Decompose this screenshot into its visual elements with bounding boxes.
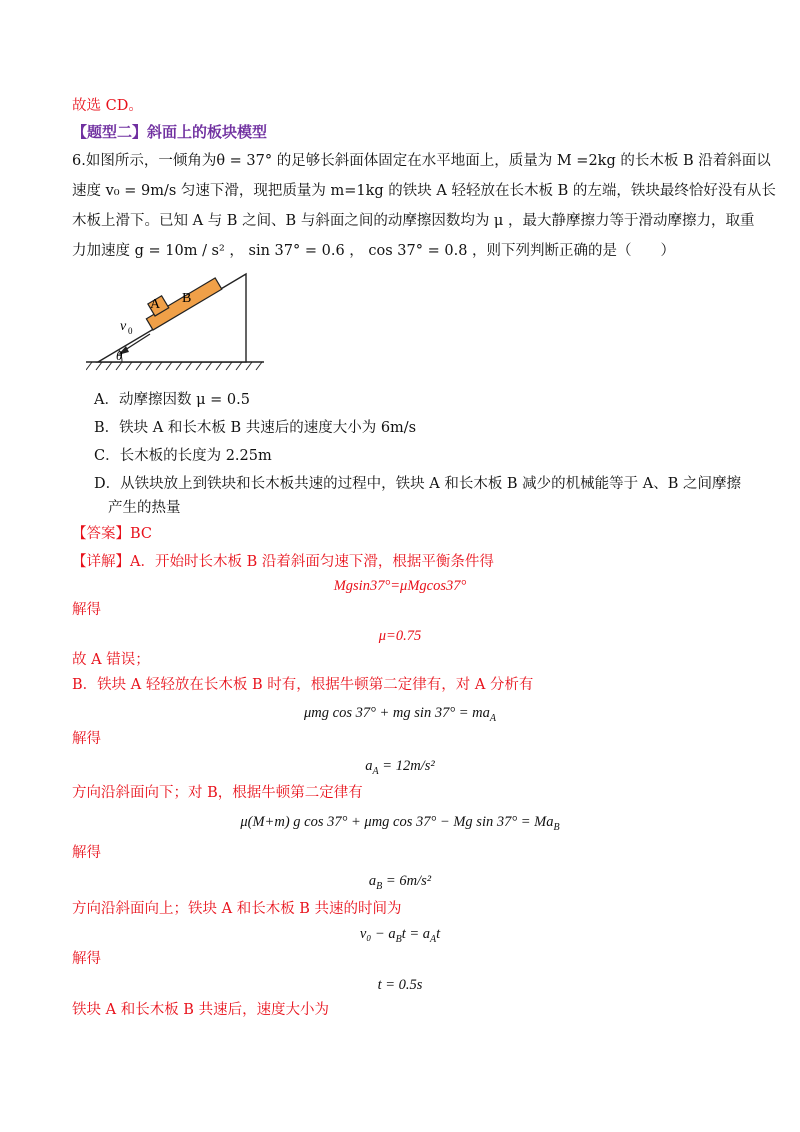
solution-intro: 【详解】A．开始时长木板 B 沿着斜面匀速下滑，根据平衡条件得 [72,554,494,570]
question-line-1: 6.如图所示，一倾角为θ = 37° 的足够长斜面体固定在水平地面上，质量为 M =2kg 的长木板 B 沿着斜面以 [72,153,771,169]
option-c: C．长木板的长度为 2.25m [94,448,272,464]
option-d-line-2: 产生的热量 [108,500,181,516]
equation-4: $a_A = 12m/s^2$ [365,758,435,777]
jiede-3: 解得 [72,845,101,861]
label-b: B [182,291,192,306]
label-theta: θ [116,348,123,363]
solution-b-intro: B．铁块 A 轻轻放在长木板 B 时有，根据牛顿第二定律有，对 A 分析有 [72,677,534,693]
equation-7: $v_0 - a_Bt = a_At$ [359,926,441,945]
question-line-4: 力加速度 g = 10m / s² ， sin 37° = 0.6 ， cos 37° = 0.8 ，则下列判断正确的是（ ） [72,243,676,259]
jiede-1: 解得 [72,602,101,618]
section-title: 【题型二】斜面上的板块模型 [72,123,268,141]
incline-figure [86,268,266,373]
jiede-4: 解得 [72,951,101,967]
option-d-line-1: D．从铁块放上到铁块和长木板共速的过程中，铁块 A 和长木板 B 减少的机械能等于 A、B 之间摩擦 [94,476,742,492]
question-line-2: 速度 v₀ = 9m/s 匀速下滑，现把质量为 m=1kg 的铁块 A 轻轻放在长木板 B 的左端，铁块最终恰好没有从长 [72,183,776,199]
solution-a-conclusion: 故 A 错误； [72,652,150,668]
solution-direction-a: 方向沿斜面向下；对 B，根据牛顿第二定律有 [72,785,363,801]
answer: 【答案】BC [72,526,153,542]
label-v0: v [120,319,127,334]
equation-5: μ(M+m) g cos 37° + μmg cos 37° − Mg $\sin 37^\circ = Ma_B$ [240,814,560,833]
equation-3: μmg cos 37° + mg $\sin 37^\circ = ma_A$ [304,705,496,724]
equation-8: t = 0.5s [377,977,423,993]
label-v0-sub: 0 [128,326,133,336]
previous-answer: 故选 CD。 [72,98,143,114]
label-a: A [150,297,161,312]
solution-common-velocity: 铁块 A 和长木板 B 共速后，速度大小为 [72,1002,330,1018]
option-b: B．铁块 A 和长木板 B 共速后的速度大小为 6m/s [94,420,417,436]
jiede-2: 解得 [72,731,101,747]
question-line-3: 木板上滑下。已知 A 与 B 之间、B 与斜面之间的动摩擦因数均为 μ ，最大静摩擦力等于滑动摩擦力，取重 [72,213,755,229]
solution-direction-b: 方向沿斜面向上；铁块 A 和长木板 B 共速的时间为 [72,901,402,917]
equation-2: μ=0.75 [378,628,422,644]
equation-1: Mgsin37°=μMgcos37° [333,578,467,594]
equation-6: $a_B = 6m/s^2$ [368,873,432,892]
option-a: A．动摩擦因数 μ = 0.5 [94,392,250,408]
